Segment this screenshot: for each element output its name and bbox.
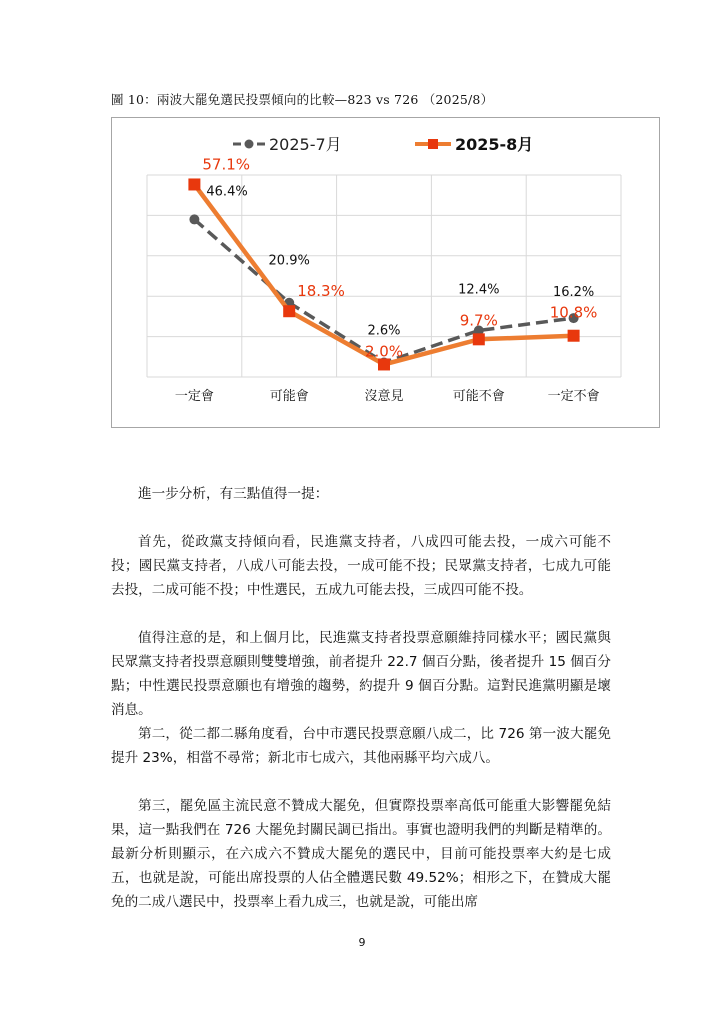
series-line-july (194, 219, 573, 362)
category-label: 一定不會 (547, 389, 600, 404)
data-label-july: 2.6% (367, 323, 401, 339)
data-point-august (473, 333, 485, 345)
data-point-august (188, 178, 200, 190)
paragraph-first (111, 530, 611, 602)
data-point-july (189, 214, 199, 224)
paragraph-note (111, 626, 611, 722)
data-label-august: 9.7% (459, 311, 498, 330)
paragraph-note-text: 值得注意的是，和上個月比，民進黨支持者投票意願維持同樣水平；國民黨與民眾黨支持者投票意願則雙雙增強，前者提升 22.7 個百分點，後者提升 15 個百分點；中性選民投票意願也有增強的趨勢，約提升 9 個百分點。這對民進黨明顯是壞消息。 (111, 630, 611, 718)
data-point-august (283, 305, 295, 317)
chart-frame (111, 117, 660, 428)
page-number: 9 (358, 936, 366, 949)
paragraph-second-text: 第二，從二都二縣角度看，台中市選民投票意願八成二，比 726 第一波大罷免提升 23%，相當不尋常；新北市七成六，其他兩縣平均六成八。 (111, 726, 611, 766)
paragraph-intro-text: 進一步分析，有三點值得一提： (138, 486, 329, 502)
data-label-july: 16.2% (552, 285, 595, 301)
paragraph-third-text: 第三，罷免區主流民意不贊成大罷免，但實際投票率高低可能重大影響罷免結果，這一點我們在 726 大罷免封關民調已指出。事實也證明我們的判斷是精準的。最新分析則顯示，在六成六不贊成大罷免的選民中，目前可能投票率大約是七成五，也就是說，可能出席投票的人佔全體選民數 49.52%；相形之下，在贊成大罷免的二成八選民中，投票率上看九成三，也就是說，可能出席 (111, 798, 611, 910)
legend-label-august: 2025-8月 (455, 135, 534, 154)
data-label-july: 46.4% (206, 184, 248, 200)
legend-marker-july (245, 140, 254, 149)
category-label: 一定會 (174, 389, 214, 404)
data-label-july: 12.4% (458, 282, 500, 298)
data-label-august: 2.0% (364, 342, 404, 361)
figure-caption: 圖 10：兩波大罷免選民投票傾向的比較—823 vs 726 （2025/8） (111, 92, 494, 107)
category-label: 可能會 (269, 389, 309, 404)
paragraph-intro (111, 482, 611, 506)
data-label-august: 57.1% (202, 155, 251, 174)
legend-marker-august (428, 139, 438, 149)
paragraph-third (111, 794, 611, 914)
paragraph-first-text: 首先，從政黨支持傾向看，民進黨支持者，八成四可能去投，一成六可能不投；國民黨支持者，八成八可能去投，一成可能不投；民眾黨支持者，七成九可能去投，二成可能不投；中性選民，五成九可能去投，三成四可能不投。 (111, 534, 611, 598)
category-label: 沒意見 (364, 389, 404, 404)
category-label: 可能不會 (452, 389, 505, 404)
data-label-august: 10.8% (549, 303, 598, 322)
data-point-august (568, 330, 580, 342)
data-label-july: 20.9% (268, 253, 310, 269)
legend-label-july: 2025-7月 (269, 135, 342, 154)
data-label-august: 18.3% (297, 282, 345, 301)
paragraph-second (111, 722, 611, 770)
line-chart (112, 118, 659, 427)
